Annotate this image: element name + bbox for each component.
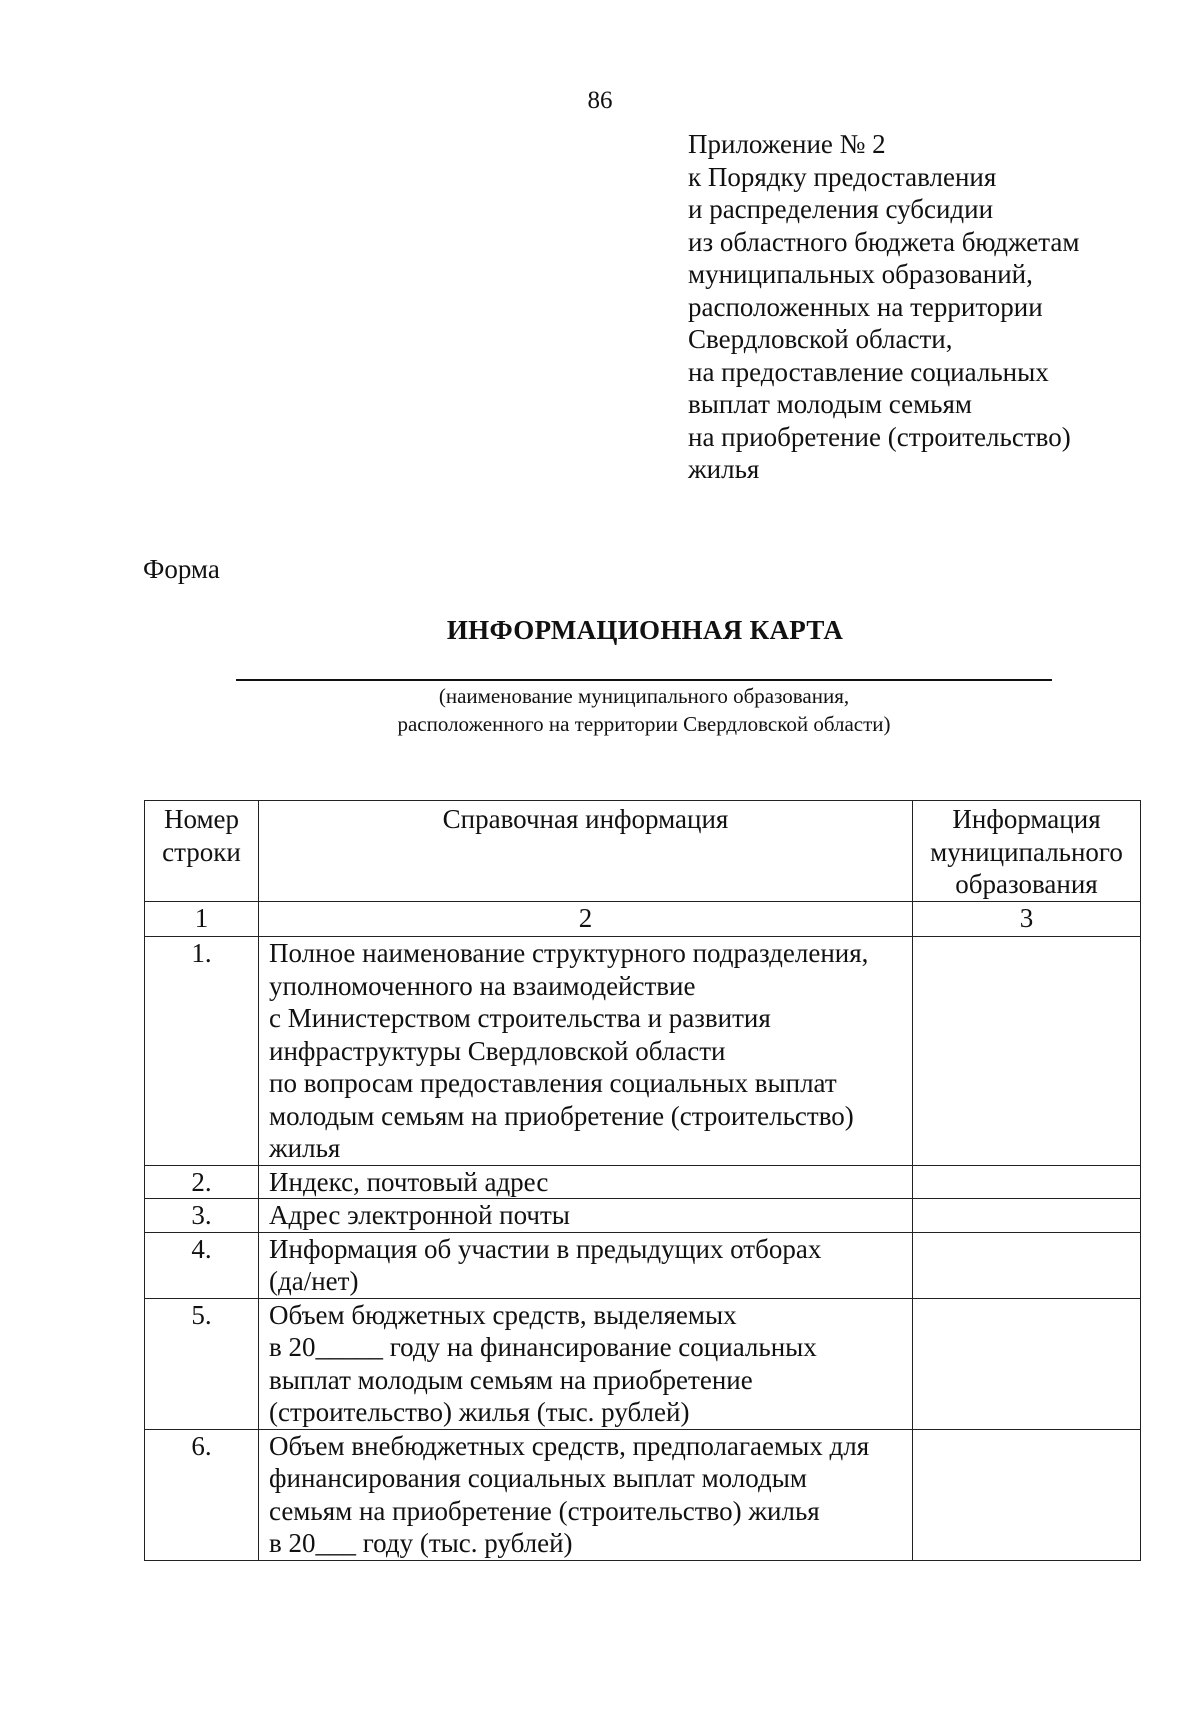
header-row-number [145, 801, 259, 902]
header-text: Информация [952, 804, 1101, 834]
row-text-line: жилья [269, 1133, 341, 1163]
table-row [145, 1199, 1141, 1233]
header-text: Номер [163, 804, 240, 834]
row-text-line: по вопросам предоставления социальных выплат [269, 1068, 837, 1098]
header-text: строки [162, 836, 241, 867]
row-text-line: Объем внебюджетных средств, предполагаемых для [269, 1430, 870, 1461]
row-value-cell[interactable] [913, 1298, 1141, 1429]
row-text-line: финансирования социальных выплат молодым [269, 1463, 807, 1493]
row-text-line: семьям на приобретение (строительство) жилья [269, 1495, 820, 1526]
header-text: образования [955, 869, 1098, 899]
header-text: муниципального [930, 836, 1123, 867]
row-value-cell[interactable] [913, 1165, 1141, 1199]
row-text-line: выплат молодым семьям на приобретение [269, 1364, 753, 1395]
row-text-line: (строительство) жилья (тыс. рублей) [269, 1397, 690, 1427]
row-value-cell[interactable] [913, 1232, 1141, 1298]
page-number: 86 [587, 87, 613, 114]
municipality-name-caption [236, 682, 1052, 738]
row-text-line: (да/нет) [269, 1266, 359, 1296]
row-value-cell[interactable] [913, 937, 1141, 1166]
table-header-row [145, 801, 1141, 902]
municipality-name-fill-line [236, 679, 1052, 681]
appendix-line: к Порядку предоставления [688, 161, 997, 192]
row-description [259, 937, 913, 1166]
appendix-line: выплат молодым семьям [688, 389, 972, 419]
column-index-row [145, 902, 1141, 937]
row-text-line: уполномоченного на взаимодействие [269, 970, 696, 1001]
document-title: ИНФОРМАЦИОННАЯ КАРТА [446, 615, 844, 645]
row-number: 6. [145, 1429, 259, 1560]
row-number: 2. [145, 1165, 259, 1199]
column-index: 1 [145, 902, 259, 937]
row-description [259, 1199, 913, 1233]
row-text-line: в 20_____ году на финансирование социальных [269, 1332, 817, 1362]
table-row [145, 1232, 1141, 1298]
row-number: 1. [145, 937, 259, 1166]
appendix-line: жилья [688, 454, 760, 484]
appendix-line: и распределения субсидии [688, 194, 994, 224]
caption-line: (наименование муниципального образования, [438, 684, 850, 708]
row-number: 3. [145, 1199, 259, 1233]
appendix-line: Приложение № 2 [688, 129, 886, 159]
appendix-line: расположенных на территории [688, 291, 1043, 322]
appendix-line: Свердловской области, [688, 324, 953, 354]
header-reference-info [259, 801, 913, 902]
appendix-line: муниципальных образований, [688, 259, 1033, 289]
table-row [145, 937, 1141, 1166]
row-description [259, 1298, 913, 1429]
table-row [145, 1429, 1141, 1560]
caption-line: расположенного на территории Свердловской области) [397, 712, 891, 736]
header-text: Справочная информация [442, 804, 729, 834]
column-index: 3 [913, 902, 1141, 937]
row-number: 4. [145, 1232, 259, 1298]
header-municipality-info [913, 801, 1141, 902]
row-value-cell[interactable] [913, 1199, 1141, 1233]
row-text-line: Полное наименование структурного подразделения, [269, 938, 869, 968]
row-text-line: Индекс, почтовый адрес [269, 1166, 549, 1197]
table-row [145, 1298, 1141, 1429]
row-description [259, 1232, 913, 1298]
appendix-block [688, 128, 1168, 486]
row-text-line: молодым семьям на приобретение (строительство) [269, 1100, 854, 1131]
appendix-line: на приобретение (строительство) [688, 421, 1071, 452]
row-text-line: в 20___ году (тыс. рублей) [269, 1528, 573, 1558]
row-value-cell[interactable] [913, 1429, 1141, 1560]
appendix-line: на предоставление социальных [688, 356, 1049, 387]
row-text-line: Информация об участии в предыдущих отборах [269, 1233, 822, 1264]
column-index: 2 [259, 902, 913, 937]
information-table [144, 800, 1141, 1561]
table-row [145, 1165, 1141, 1199]
row-text-line: с Министерством строительства и развития [269, 1003, 771, 1033]
row-description [259, 1429, 913, 1560]
row-text-line: Объем бюджетных средств, выделяемых [269, 1299, 737, 1330]
appendix-line: из областного бюджета бюджетам [688, 226, 1080, 257]
row-description [259, 1165, 913, 1199]
row-text-line: инфраструктуры Свердловской области [269, 1035, 726, 1066]
form-label: Форма [143, 554, 220, 584]
row-text-line: Адрес электронной почты [269, 1200, 570, 1230]
row-number: 5. [145, 1298, 259, 1429]
